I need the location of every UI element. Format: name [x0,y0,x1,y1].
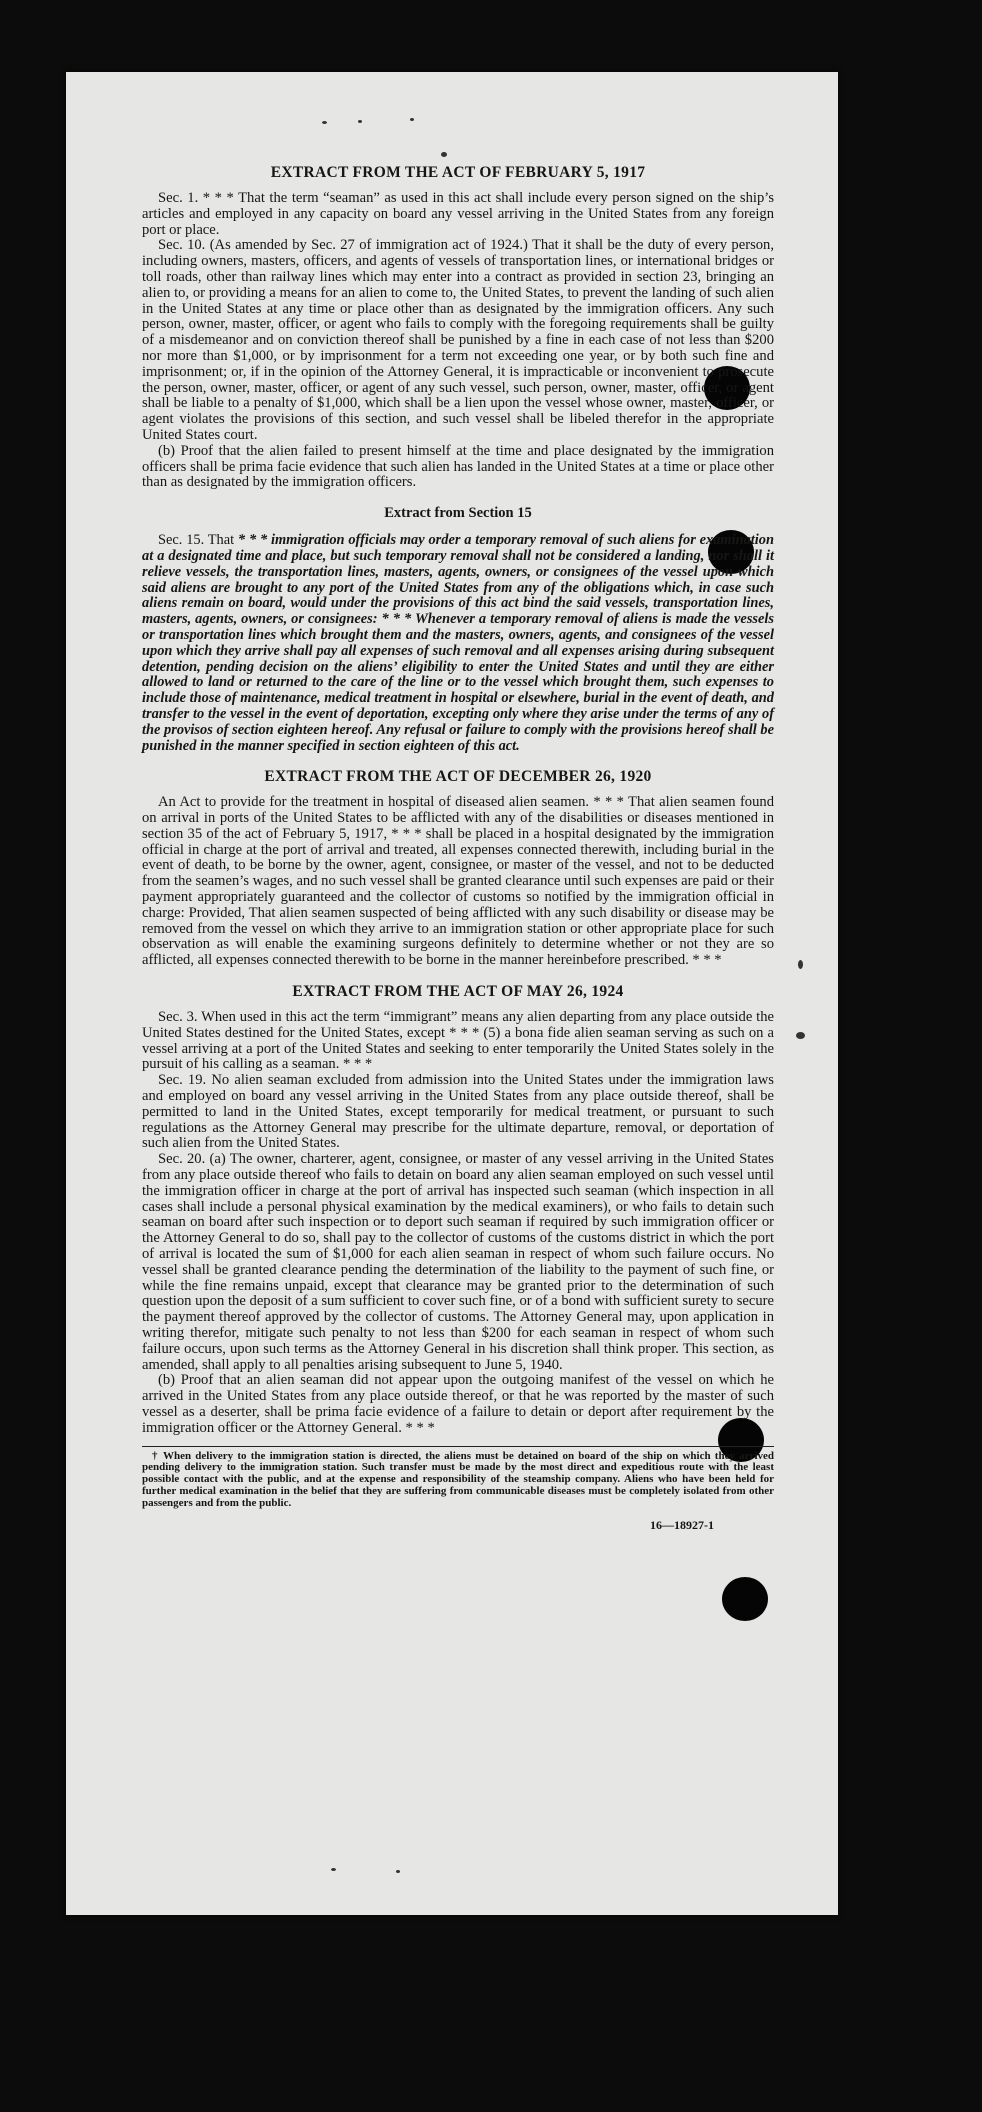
dust-speck [441,152,447,157]
dust-speck [396,1870,400,1873]
dust-speck [358,120,362,123]
section-act-1924 [142,983,774,1437]
ellipsis-stars: * * * [377,611,415,628]
dust-speck [410,118,414,121]
document-text [142,164,774,1533]
italic-text: immigration officials may order a temporary removal of such aliens for examination at a designated time and place, but such temporary removal shall not be considered a landing, nor shall it relieve vessels, the transportation lines, masters, agents, owners, or consignees of the vessel upon which said aliens are brought to any port of the United States from any of the obligations which, in case such aliens remain on board, would under the provisions of this act bind the said vessels, transportation lines, masters, agents, owners, or consignees: [142,532,774,628]
paragraph: Sec. 20. (a) The owner, charterer, agent, consignee, or master of any vessel arriving in the United States from any place outside thereof who fails to detain on board any alien seaman employed on such vessel until the immigration officer in charge at the port of arrival has inspected such seaman (which inspection in all cases shall include a personal physical examination by the medical examiners), or who fails to detain such seaman on board after such inspection or to deport such seaman if required by such immigration officer or the Attorney General to do so, shall pay to the collector of customs of the customs district in which the port of arrival is located the sum of $1,000 for each alien seaman in respect of whom such failure occurs. No vessel shall be granted clearance pending the determination of the liability to the payment of such fine, or while the fine remains unpaid, except that clearance may be granted prior to the determination of such question upon the deposit of a sum sufficient to cover such fine, or of a bond with sufficient surety to secure the payment thereof approved by the collector of customs. The Attorney General may, upon application in writing therefor, mitigate such penalty to not less than $200 for each seaman in respect of whom such failure occurs, upon such terms as the Attorney General in his discretion shall think proper. This section, as amended, shall apply to all penalties arising subsequent to June 5, 1940. [142,1151,774,1373]
paragraph: Sec. 3. When used in this act the term “immigrant” means any alien departing from any place outside the United States destined for the United States, except * * * (5) a bona fide alien seaman serving as such on a vessel arriving at a port of the United States and seeking to enter temporarily the United States solely in the pursuit of his calling as a seaman. * * * [142,1009,774,1073]
dust-speck [796,1032,805,1039]
section-act-1917 [142,164,774,491]
paragraph: Sec. 19. No alien seaman excluded from admission into the United States under the immigration laws and employed on board any vessel arriving in the United States from any place outside thereof, shall be permitted to land in the United States, except temporarily for medical treatment, or pursuant to such regulations as the Attorney General may prescribe for the ultimate departure, removal, or deportation of such alien from the United States. [142,1072,774,1152]
section-act-1920 [142,768,774,969]
ellipsis-stars: * * * [234,532,271,549]
paragraph: Sec. 10. (As amended by Sec. 27 of immigration act of 1924.) That it shall be the duty of every person, including owners, masters, officers, and agents of vessels of transportation lines, or international bridges or toll roads, other than railway lines which may enter into a contract as provided in section 23, bringing an alien to, or providing a means for an alien to come to, the United States, to prevent the landing of such alien in the United States at any time or place other than as designated by the immigration officers. Any such person, owner, master, officer, or agent who fails to comply with the foregoing requirements shall be guilty of a misdemeanor and on conviction thereof shall be punished by a fine in each case of not less than $200 nor more than $1,000, or by imprisonment for a term not exceeding one year, or by both such fine and imprisonment; or, if in the opinion of the Attorney General, it is impracticable or inconvenient to prosecute the person, owner, master, officer, or agent of any such vessel, such person, owner, master, officer, or agent shall be liable to a penalty of $1,000, which shall be a lien upon the vessel whose owner, master, officer, or agent violates the provisions of this section, and such vessel shall be libeled therefor in the appropriate United States court. [142,237,774,443]
dust-speck [322,121,327,124]
paragraph: (b) Proof that the alien failed to present himself at the time and place designated by the immigration officers shall be prima facie evidence that such alien has landed in the United States at a time or place other than as designated by the immigration officers. [142,442,774,491]
paragraph: Sec. 1. * * * That the term “seaman” as used in this act shall include every person signed on the ship’s articles and employed in any capacity on board any vessel arriving in the United States from any foreign port or place. [142,190,774,238]
section-heading: EXTRACT FROM THE ACT OF FEBRUARY 5, 1917 [270,164,646,181]
section-heading: EXTRACT FROM THE ACT OF MAY 26, 1924 [292,983,624,1001]
form-number: 16—18927-1 [650,1517,714,1532]
paragraph [142,533,774,754]
dust-speck [331,1868,336,1871]
section-extract-15 [142,505,774,754]
paragraph: An Act to provide for the treatment in hospital of diseased alien seamen. * * * That alien seamen found on arrival in ports of the United States to be afflicted with any of the disabilities or diseases mentioned in section 35 of the act of February 5, 1917, * * * shall be placed in a hospital designated by the immigration official in charge at the port of arrival and treated, all expenses connected therewith, including burial in the event of death, to be borne by the owner, agent, consignee, or master of the vessel, and not to be deducted from the seamen’s wages, and no such vessel shall be granted clearance until such expenses are paid or their payment appropriately guaranteed and the collector of customs so notified by the immigration official in charge: Provided, That alien seamen suspected of being afflicted with any such disability or disease may be removed from the vessel on which they arrive to an immigration station or other appropriate place for such observation as will enable the examining surgeons definitely to determine whether or not they are so afflicted, all expenses connected therewith to be borne in the manner hereinbefore prescribed. * * * [142,794,774,969]
dust-speck [798,960,803,969]
footnote-divider [142,1446,774,1447]
punch-hole [722,1577,768,1621]
paragraph: (b) Proof that an alien seaman did not appear upon the outgoing manifest of the vessel on which he arrived in the United States from any place outside thereof, or that he was reported by the master of such vessel as a deserter, shall be prima facie evidence of a failure to detain or deport after requirement by the immigration officer or the Attorney General. * * * [142,1372,774,1436]
section-heading: EXTRACT FROM THE ACT OF DECEMBER 26, 1920 [264,768,652,786]
section-subheading: Extract from Section 15 [384,505,532,522]
italic-text: Whenever a temporary removal of aliens is made the vessels or transportation lines which brought them and the masters, owners, agents, and consignees of the vessel upon which they arrive shall pay all expenses of such removal and all expenses arising during subsequent detention, pending decision on the aliens’ eligibility to enter the United States and until they are either allowed to land or returned to the care of the line or to the vessel which brought them, such expenses to include those of maintenance, medical treatment in hospital or elsewhere, burial in the event of death, and transfer to the vessel in the event of deportation, excepting only where they arise under the terms of any of the provisos of section eighteen hereof. Any refusal or failure to comply with the provisions hereof shall be punished in the manner specified in section eighteen of this act. [142,611,775,754]
footnote: † When delivery to the immigration station is directed, the aliens must be detained on board of the ship on which they arrived pending delivery to the immigration station. Such transfer must be made by the most direct and expeditious route with the least possible contact with the public, and at the expense and responsibility of the steamship company. Aliens who have been held for further medical examination in the belief that they are suffering from communicable diseases must be completely isolated from other passengers and from the public. [142,1449,774,1509]
lead-text: Sec. 15. That [158,532,235,549]
document-page [66,72,838,1915]
